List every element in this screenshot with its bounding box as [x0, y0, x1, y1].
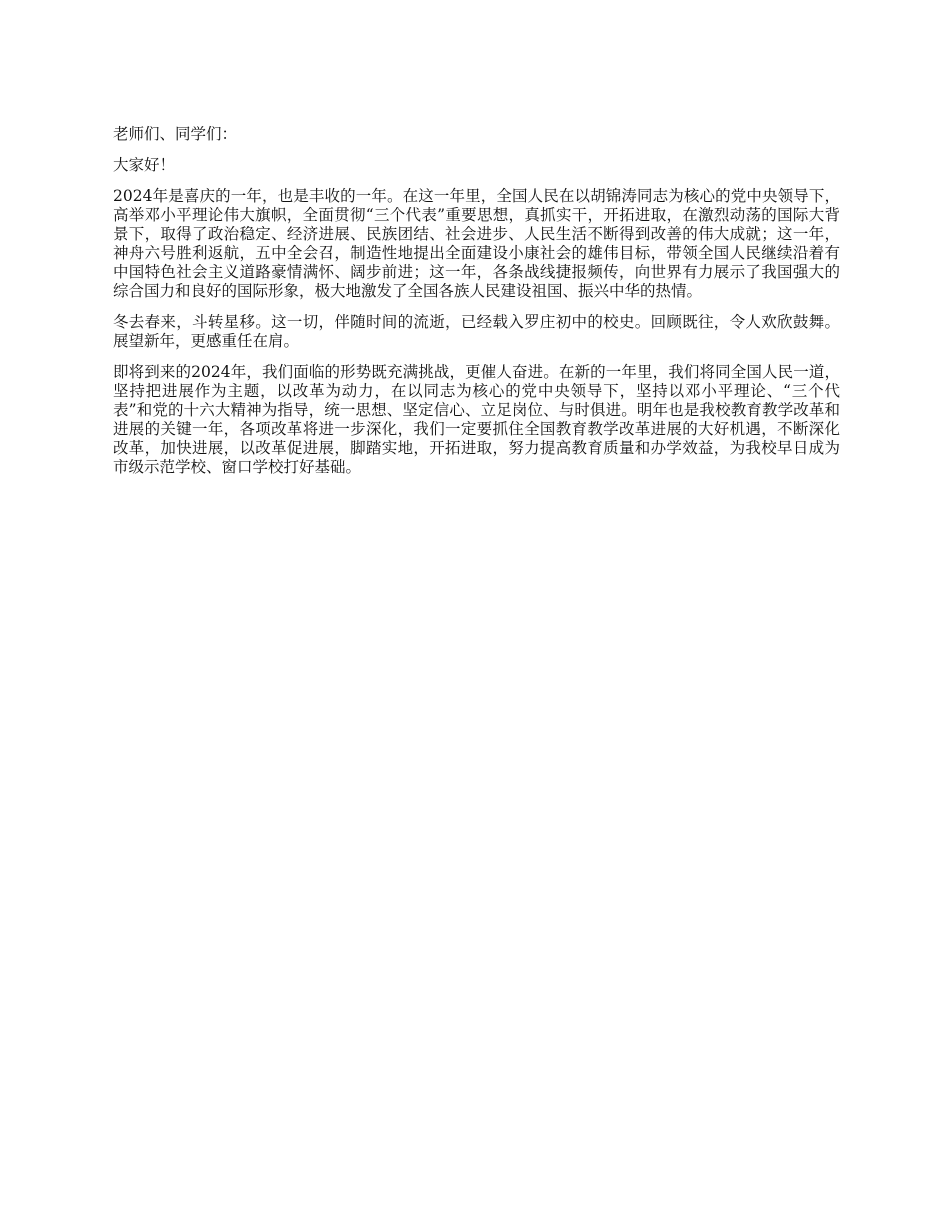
paragraph-3: 即将到来的2024年，我们面临的形势既充满挑战，更催人奋进。在新的一年里，我们将同全国人民一道，坚持把进展作为主题，以改革为动力，在以同志为核心的党中央领导下，坚持以邓小平理论、“三个代表”和党的十六大精神为指导，统一思想、坚定信心、立足岗位、与时俱进。明年也是我校教育教学改革和进展的关键一年，各项改革将进一步深化，我们一定要抓住全国教育教学改革进展的大好机遇，不断深化改革，加快进展，以改革促进展，脚踏实地，开拓进取，努力提高教育质量和办学效益，为我校早日成为市级示范学校、窗口学校打好基础。	[113, 363, 840, 476]
paragraph-1: 2024年是喜庆的一年，也是丰收的一年。在这一年里，全国人民在以胡锦涛同志为核心的党中央领导下，高举邓小平理论伟大旗帜，全面贯彻“三个代表”重要思想，真抓实干，开拓进取，在激烈动荡的国际大背景下，取得了政治稳定、经济进展、民族团结、社会进步、人民生活不断得到改善的伟大成就；这一年，神舟六号胜利返航，五中全会召，制造性地提出全面建设小康社会的雄伟目标，带领全国人民继续沿着有中国特色社会主义道路豪情满怀、阔步前进；这一年，各条战线捷报频传，向世界有力展示了我国强大的综合国力和良好的国际形象，极大地激发了全国各族人民建设祖国、振兴中华的热情。	[113, 187, 840, 300]
greeting: 老师们、同学们：	[113, 125, 238, 143]
paragraph-2: 冬去春来，斗转星移。这一切，伴随时间的流逝，已经载入罗庄初中的校史。回顾既往，令人欢欣鼓舞。展望新年，更感重任在肩。	[113, 313, 840, 350]
salutation: 大家好！	[113, 156, 176, 174]
document-body	[113, 125, 840, 489]
